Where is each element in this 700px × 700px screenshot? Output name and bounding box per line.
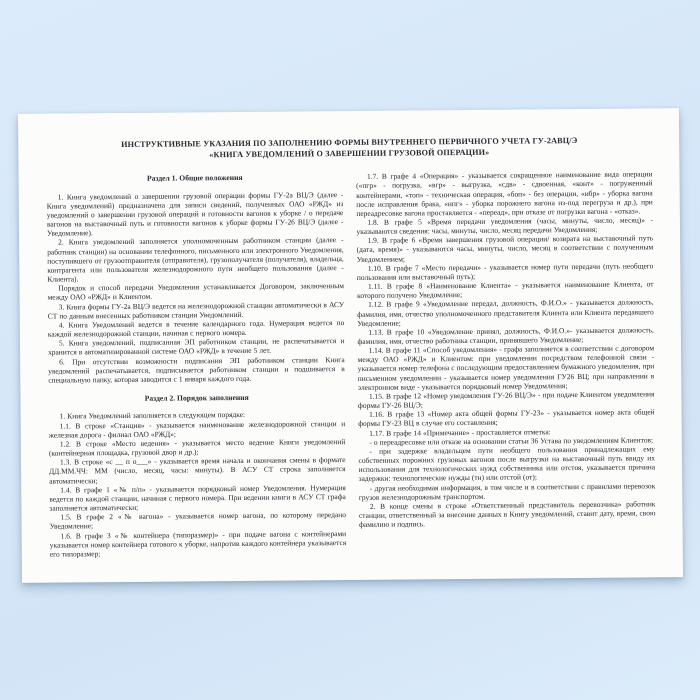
paragraph: Порядок и способ передачи Уведомления устанавливается Договором, заключенным между ОАО «РЖД» и Клиентом. bbox=[47, 281, 345, 303]
left-column bbox=[46, 172, 346, 558]
paragraph: 1.2. В строке «Место ведения» - указывается место ведение Книги уведомлений (контейнерная площадка, грузовой двор и др.); bbox=[48, 436, 346, 458]
paragraph: 1.1. В строке «Станция» - указывается наименование железнодорожной станции и железная дорога - филиал ОАО «РЖД»; bbox=[48, 418, 346, 440]
paragraph: 6. При отсутствии возможности подписания ЭП работником станции Книга уведомлений распечатывается, подписывается работником станции и подшивается в специальную папку, которая заводится с 1 января каждого года. bbox=[48, 354, 345, 385]
document-title bbox=[46, 135, 652, 161]
paragraph: 1.10. В графе 7 «Место передачи» - указывается номер пути передачи (путь необщего пользования или выставочный путь); bbox=[356, 261, 654, 282]
paragraph: 1.13. В графе 10 «Уведомление принял, должность, Ф.И.О.»- указывается должность, фамилия, имя, отчество работника станции, принявшего Уведомление; bbox=[357, 325, 654, 346]
paragraph: 1. Книга Уведомлений заполняется в следующем порядке: bbox=[59, 410, 246, 422]
paragraph: 5. Книга уведомлений, подписанная ЭП работником станции, не распечатывается и хранится в автоматизированной системе ОАО «РЖД» в течение 5 лет. bbox=[48, 336, 345, 357]
paragraph: - другая необходимая информация, в том числе и в соответствии с правилами перевозок грузов железнодорожным транспортом. bbox=[358, 480, 656, 502]
paragraph: 1.5. В графе 2 «№ вагона» - указывается номер вагона, по которому передано Уведомление; bbox=[49, 510, 347, 531]
paragraph: 1. Книга уведомлений о завершении грузовой операции формы ГУ-2а ВЦ/Э (далее - Книга уведомлений) предназначена для записи сведений, полученных ОАО «РЖД» из уведомлений о завершении грузовой операций и готовности вагонов к уборке / о передаче вагонов на выставочный путь и готовности вагонов к уборке формы ГУ-26 ВЦ/Э (далее - Уведомление). bbox=[46, 189, 344, 238]
paragraph: 1.16. В графе 13 «Номер акта общей формы ГУ-23» - указывается номер акта общей формы ГУ-23 ВЦ в случае его составления; bbox=[358, 407, 655, 429]
document-title-line2: «КНИГА УВЕДОМЛЕНИЙ О ЗАВЕРШЕНИИ ГРУЗОВОЙ ОПЕРАЦИИ» bbox=[209, 147, 490, 159]
two-column-layout bbox=[46, 170, 655, 559]
paragraph: 1.3. В строке «с __ п о___» - указывается время начала и окончания смены в формате ДД.ММ.ЧЧ: ММ (число, месяц, часы: минуты). В АСУ СТ строка заполняется автоматически; bbox=[49, 455, 346, 486]
paragraph: 1.9. В графе 6 «Время завершения грузовой операции/ возврата на выставочный путь (дата, время)» - указываются часы, минуты, число, месяц в соответствии с полученным Уведомлением; bbox=[356, 233, 654, 264]
paragraph: 1.12. В графе 9 «Уведомление передал, должность, Ф.И.О.» - указывается должность, фамилия, имя, отчество уполномоченного представителя Клиента или Клиента передавшего Уведомление; bbox=[357, 297, 654, 328]
paragraph: 1.8. В графе 5 «Время передачи уведомления (часы, минуты, число, месяц)» - указываются сведения: часы, минуты, число, месяц передачи Уведомления; bbox=[356, 215, 653, 237]
paragraph: 2. Книга уведомлений заполняется уполномоченным работником станции (далее - работник станции) на основании телефонного, письменного или электронного Уведомления, поступившего от грузоотправителя (отправителя), грузополучателя (получателя), владельца, контрагента или пользователя железнодорожного пути необщего пользования (далее - Клиента). bbox=[47, 235, 344, 284]
paragraph: 1.17. В графе 14 «Примечание» - проставляется отметка: bbox=[369, 426, 551, 438]
paragraph: 1.6. В графе 3 «№ контейнера (типоразмер)» - при подаче вагона с контейнерами указывается номер контейнера готового к уборке, напротив каждого контейнера указывается его типоразмер; bbox=[49, 528, 347, 559]
section-2-heading: Раздел 2. Порядок заполнения bbox=[144, 392, 249, 403]
paragraph: 1.15. В графе 12 «Номер уведомления ГУ-26 ВЦ/Э» - при подаче Клиентом уведомления формы ГУ-26 ВЦ/Э; bbox=[357, 389, 655, 411]
paragraph: 2. В конце смены в строке «Ответственный представитель перевозчика» работник станции, ответственный за внесение данных в Книгу уведомлений, ставит дату, время, свою фамилию и подпись. bbox=[358, 499, 656, 530]
paragraph: 1.11. В графе 8 «Наименование Клиента» - указывается наименование Клиента, от которого получено Уведомление; bbox=[357, 279, 654, 301]
paragraph: 1.4. В графе 1 «№ п/п» - указывается порядковый номер Уведомления. Нумерация ведется по каждой станции, начиная с первого номера. При ведении книги в АСУ СТ графа заполняется автоматически; bbox=[49, 482, 346, 513]
paragraph: - о переадресовке или отказе на основании статьи 36 Устава по уведомлениям Клиентов; bbox=[369, 435, 654, 447]
paragraph: 1.7. В графе 4 «Операция» - указывается сокращенное наименование вида операции («пгр» - погрузка, «вгр» - выгрузка, «сдв» - сдвоенная, «конт» - погруженный контейнерами, «топ» - техническая операция, «боп» - без операции, «ибр» - уборка вагона после исправления брака, «ипг» - уборка порожнего вагона из-под перегруза и др.), при переадресовке вагона проставляется - «переад», при отказе от погрузки вагона - «отказ». bbox=[356, 169, 653, 218]
section-1-heading: Раздел 1. Общие положения bbox=[146, 173, 243, 183]
paragraph: 1.14. В графе 11 «Способ уведомления» - графа заполняется в соответствии с договором между ОАО «РЖД» и Клиентом: при уведомлении посредством телефонной связи - указывается номер телефона с последующим предоставлением бумажного уведомления, при письменном уведомлении - указывается номер уведомления ГУ26 ВЦ; при направлении в электронном виде - указывается порядковый номер Уведомления; bbox=[357, 343, 655, 392]
right-column bbox=[356, 170, 656, 556]
document-page bbox=[18, 108, 683, 583]
paragraph: 4. Книга Уведомлений ведется в течение календарного года. Нумерация ведется по каждой железнодорожной станции, начиная с первого номера. bbox=[47, 317, 345, 339]
document-title-line1: ИНСТРУКТИВНЫЕ УКАЗАНИЯ ПО ЗАПОЛНЕНИЮ ФОРМЫ ВНУТРЕННЕГО ПЕРВИЧНОГО УЧЕТА ГУ-2АВЦ/Э bbox=[121, 136, 578, 149]
paragraph: - при задержке владельцем пути необщего пользования принадлежащих ему собственных порожних грузовых вагонов после выгрузки на выставочный путь ввиду их использования для технологических нужд собственника или отстоя, указывается причина задержки: технологические нужды (тн) или отстой (от); bbox=[358, 444, 656, 484]
paragraph: 3. Книга формы ГУ-2а ВЦ/Э ведется на железнодорожной станции автоматически в АСУ СТ по данным внесенных работником станции Уведомлений. bbox=[47, 299, 345, 321]
